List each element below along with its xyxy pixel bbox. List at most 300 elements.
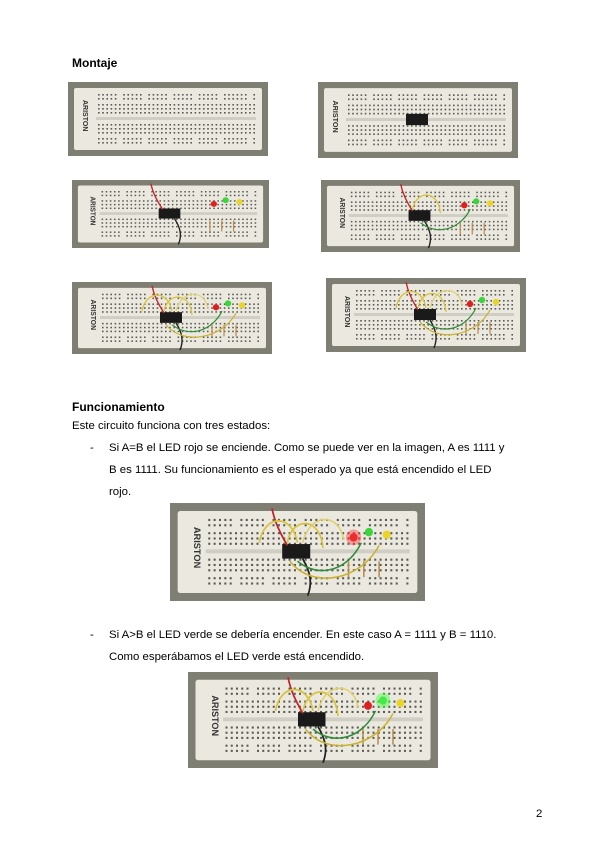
hole — [381, 290, 383, 292]
hole — [399, 745, 401, 747]
hole — [436, 324, 438, 326]
hole — [168, 200, 170, 201]
hole — [369, 338, 371, 340]
hole — [106, 323, 108, 325]
hole — [289, 569, 291, 571]
hole — [106, 307, 108, 309]
hole — [236, 732, 238, 734]
hole — [489, 225, 491, 227]
hole — [127, 124, 129, 126]
hole — [140, 112, 142, 114]
hole — [455, 209, 457, 211]
hole — [469, 294, 471, 296]
hole — [256, 537, 258, 539]
hole — [427, 320, 429, 322]
hole — [203, 307, 205, 309]
hole — [451, 221, 453, 223]
hole — [219, 524, 221, 526]
hole — [294, 732, 296, 734]
hole — [404, 732, 406, 734]
hole — [102, 303, 104, 305]
hole — [398, 140, 400, 142]
hole — [388, 192, 390, 194]
hole — [228, 294, 230, 296]
hole — [135, 231, 137, 232]
hole — [186, 104, 188, 106]
hole — [232, 108, 234, 110]
hole — [247, 706, 249, 708]
hole — [485, 205, 487, 207]
hole — [182, 303, 184, 305]
hole — [205, 200, 207, 201]
hole — [453, 140, 455, 142]
hole — [359, 234, 361, 236]
hole — [385, 519, 387, 521]
hole — [399, 750, 401, 752]
hole — [127, 340, 129, 342]
hole — [511, 338, 513, 340]
hole — [132, 124, 134, 126]
hole — [114, 231, 116, 232]
hole — [283, 701, 285, 703]
hole — [207, 294, 209, 296]
hole — [232, 294, 234, 296]
hole — [310, 726, 312, 728]
hole — [228, 327, 230, 329]
hole — [341, 693, 343, 695]
hole — [132, 94, 134, 96]
hole — [470, 133, 472, 135]
hole — [126, 191, 128, 192]
hole — [241, 132, 243, 134]
hole — [369, 519, 371, 521]
hole — [135, 195, 137, 196]
hole — [415, 140, 417, 142]
hole — [182, 132, 184, 134]
hole — [106, 340, 108, 342]
hole — [230, 231, 232, 232]
hole — [415, 726, 417, 728]
hole — [273, 688, 275, 690]
hole — [424, 140, 426, 142]
hole — [487, 129, 489, 131]
hole — [253, 303, 255, 305]
hole — [469, 308, 471, 310]
hole — [374, 559, 376, 561]
hole — [447, 221, 449, 223]
hole — [461, 338, 463, 340]
hole — [110, 219, 112, 220]
hole — [294, 559, 296, 561]
hole — [178, 323, 180, 325]
hole — [157, 336, 159, 338]
hole — [131, 222, 133, 223]
hole — [203, 294, 205, 296]
hole — [466, 133, 468, 135]
hole — [356, 320, 358, 322]
hole — [119, 104, 121, 106]
hole — [106, 336, 108, 338]
hole — [232, 112, 234, 114]
hole — [106, 108, 108, 110]
hole — [256, 577, 258, 579]
hole — [169, 294, 171, 296]
hole — [474, 109, 476, 111]
hole — [385, 582, 387, 584]
hole — [199, 142, 201, 144]
hole — [236, 331, 238, 333]
hole — [409, 737, 411, 739]
hole — [376, 196, 378, 198]
hole — [126, 195, 128, 196]
hole — [497, 209, 499, 211]
hole — [418, 201, 420, 203]
hole — [331, 693, 333, 695]
hole — [355, 221, 357, 223]
hole — [373, 98, 375, 100]
hole — [355, 229, 357, 231]
hole — [182, 323, 184, 325]
hole — [434, 196, 436, 198]
hole — [245, 311, 247, 313]
hole — [203, 132, 205, 134]
hole — [231, 711, 233, 713]
hole — [385, 564, 387, 566]
hole — [399, 711, 401, 713]
hole — [278, 726, 280, 728]
hole — [493, 209, 495, 211]
hole — [337, 569, 339, 571]
hole — [205, 235, 207, 236]
hole — [369, 304, 371, 306]
hole — [241, 108, 243, 110]
hole — [257, 336, 259, 338]
hole — [123, 311, 125, 313]
hole — [474, 300, 476, 302]
hole — [217, 231, 219, 232]
hole — [126, 219, 128, 220]
hole — [439, 234, 441, 236]
hole — [250, 200, 252, 201]
hole — [495, 113, 497, 115]
hole — [407, 140, 409, 142]
hole — [155, 226, 157, 227]
hole — [119, 323, 121, 325]
hole — [390, 308, 392, 310]
hole — [361, 129, 363, 131]
hole — [231, 732, 233, 734]
hole — [159, 195, 161, 196]
hole — [240, 519, 242, 521]
hole — [253, 142, 255, 144]
hole — [139, 226, 141, 227]
hole — [445, 109, 447, 111]
hole — [110, 340, 112, 342]
hole — [394, 133, 396, 135]
hole — [111, 128, 113, 130]
hole — [499, 113, 501, 115]
led-yellow — [493, 299, 499, 305]
hole — [358, 559, 360, 561]
hole — [394, 693, 396, 695]
hole — [320, 745, 322, 747]
hole — [485, 201, 487, 203]
hole — [197, 222, 199, 223]
hole — [380, 192, 382, 194]
hole — [241, 112, 243, 114]
hole — [305, 569, 307, 571]
hole — [474, 338, 476, 340]
hole — [136, 124, 138, 126]
hole — [213, 231, 215, 232]
hole — [436, 105, 438, 107]
hole — [136, 307, 138, 309]
hole — [422, 221, 424, 223]
hole — [144, 323, 146, 325]
hole — [420, 745, 422, 747]
hole — [242, 226, 244, 227]
hole — [489, 234, 491, 236]
hole — [207, 112, 209, 114]
hole — [205, 204, 207, 205]
hole — [251, 582, 253, 584]
hole — [236, 311, 238, 313]
hole — [398, 304, 400, 306]
hole — [482, 125, 484, 127]
hole — [402, 304, 404, 306]
hole — [482, 334, 484, 336]
hole — [377, 308, 379, 310]
hole — [220, 307, 222, 309]
hole — [226, 204, 228, 205]
hole — [419, 129, 421, 131]
hole — [161, 132, 163, 134]
hole — [380, 537, 382, 539]
hole — [331, 564, 333, 566]
hole — [384, 196, 386, 198]
hole — [102, 132, 104, 134]
hole — [231, 706, 233, 708]
hole — [161, 323, 163, 325]
hole — [231, 737, 233, 739]
hole — [444, 294, 446, 296]
hole — [252, 711, 254, 713]
hole — [470, 113, 472, 115]
hole — [176, 226, 178, 227]
hole — [240, 577, 242, 579]
hole — [186, 303, 188, 305]
hole — [398, 328, 400, 330]
hole — [505, 201, 507, 203]
hole — [132, 128, 134, 130]
hole — [461, 308, 463, 310]
hole — [351, 225, 353, 227]
hole — [453, 125, 455, 127]
hole — [211, 340, 213, 342]
hole — [236, 340, 238, 342]
hole — [127, 132, 129, 134]
hole — [466, 94, 468, 96]
hole — [119, 331, 121, 333]
hole — [436, 320, 438, 322]
hole — [491, 105, 493, 107]
hole — [440, 125, 442, 127]
hole — [164, 235, 166, 236]
hole — [430, 205, 432, 207]
hole — [362, 706, 364, 708]
hole — [357, 737, 359, 739]
hole — [511, 300, 513, 302]
hole — [245, 104, 247, 106]
hole — [337, 564, 339, 566]
hole — [384, 205, 386, 207]
hole — [161, 112, 163, 114]
hole — [255, 191, 257, 192]
hole — [480, 209, 482, 211]
hole — [503, 294, 505, 296]
hole — [426, 192, 428, 194]
hole — [186, 327, 188, 329]
hole — [443, 209, 445, 211]
hole — [262, 688, 264, 690]
hole — [201, 231, 203, 232]
hole — [219, 559, 221, 561]
hole — [110, 307, 112, 309]
hole — [436, 308, 438, 310]
hole — [382, 129, 384, 131]
hole — [242, 204, 244, 205]
hole — [362, 688, 364, 690]
hole — [403, 98, 405, 100]
hole — [503, 308, 505, 310]
hole — [403, 94, 405, 96]
hole — [357, 711, 359, 713]
hole — [214, 543, 216, 545]
hole — [373, 304, 375, 306]
hole — [178, 124, 180, 126]
hole — [267, 559, 269, 561]
hole — [457, 324, 459, 326]
hole — [216, 94, 218, 96]
hole — [359, 192, 361, 194]
hole — [390, 105, 392, 107]
hole — [140, 138, 142, 140]
hole — [249, 327, 251, 329]
hole — [353, 582, 355, 584]
hole — [482, 308, 484, 310]
hole — [495, 294, 497, 296]
hole — [230, 195, 232, 196]
hole — [278, 577, 280, 579]
hole — [398, 113, 400, 115]
hole — [110, 311, 112, 313]
hole — [102, 327, 104, 329]
hole — [174, 94, 176, 96]
hole — [220, 336, 222, 338]
hole — [402, 320, 404, 322]
hole — [211, 138, 213, 140]
hole — [241, 340, 243, 342]
hole — [299, 737, 301, 739]
hole — [461, 125, 463, 127]
hole — [394, 320, 396, 322]
hole — [369, 324, 371, 326]
hole — [106, 298, 108, 300]
hole — [194, 303, 196, 305]
led-red — [364, 702, 372, 710]
hole — [401, 569, 403, 571]
hole — [388, 201, 390, 203]
hole — [497, 205, 499, 207]
hole — [140, 104, 142, 106]
hole — [193, 200, 195, 201]
hole — [257, 711, 259, 713]
hole — [199, 132, 201, 134]
hole — [331, 559, 333, 561]
hole — [190, 323, 192, 325]
hole — [422, 201, 424, 203]
hole — [232, 298, 234, 300]
hole — [232, 98, 234, 100]
hole — [424, 105, 426, 107]
hole — [445, 133, 447, 135]
hole — [363, 225, 365, 227]
hole — [195, 132, 197, 134]
hole — [321, 559, 323, 561]
hole — [409, 711, 411, 713]
hole — [418, 205, 420, 207]
hole — [278, 706, 280, 708]
hole — [222, 219, 224, 220]
hole — [234, 226, 236, 227]
hole — [168, 219, 170, 220]
hole — [195, 124, 197, 126]
hole — [139, 200, 141, 201]
hole — [299, 726, 301, 728]
hole — [409, 688, 411, 690]
hole — [299, 750, 301, 752]
hole — [190, 124, 192, 126]
hole — [253, 307, 255, 309]
hole — [245, 128, 247, 130]
hole — [208, 577, 210, 579]
hole — [241, 336, 243, 338]
hole — [140, 331, 142, 333]
hole — [420, 726, 422, 728]
hole — [238, 231, 240, 232]
hole — [148, 323, 150, 325]
hole — [325, 726, 327, 728]
hole — [440, 133, 442, 135]
hole — [457, 109, 459, 111]
hole — [415, 94, 417, 96]
hole — [168, 231, 170, 232]
hole — [461, 133, 463, 135]
hole — [224, 519, 226, 521]
hole — [374, 519, 376, 521]
hole — [232, 340, 234, 342]
hole — [480, 234, 482, 236]
hole — [424, 109, 426, 111]
hole — [111, 98, 113, 100]
hole — [358, 582, 360, 584]
hole — [157, 128, 159, 130]
hole — [401, 238, 403, 240]
hole — [222, 208, 224, 209]
hole — [487, 98, 489, 100]
hole — [388, 711, 390, 713]
hole — [249, 132, 251, 134]
